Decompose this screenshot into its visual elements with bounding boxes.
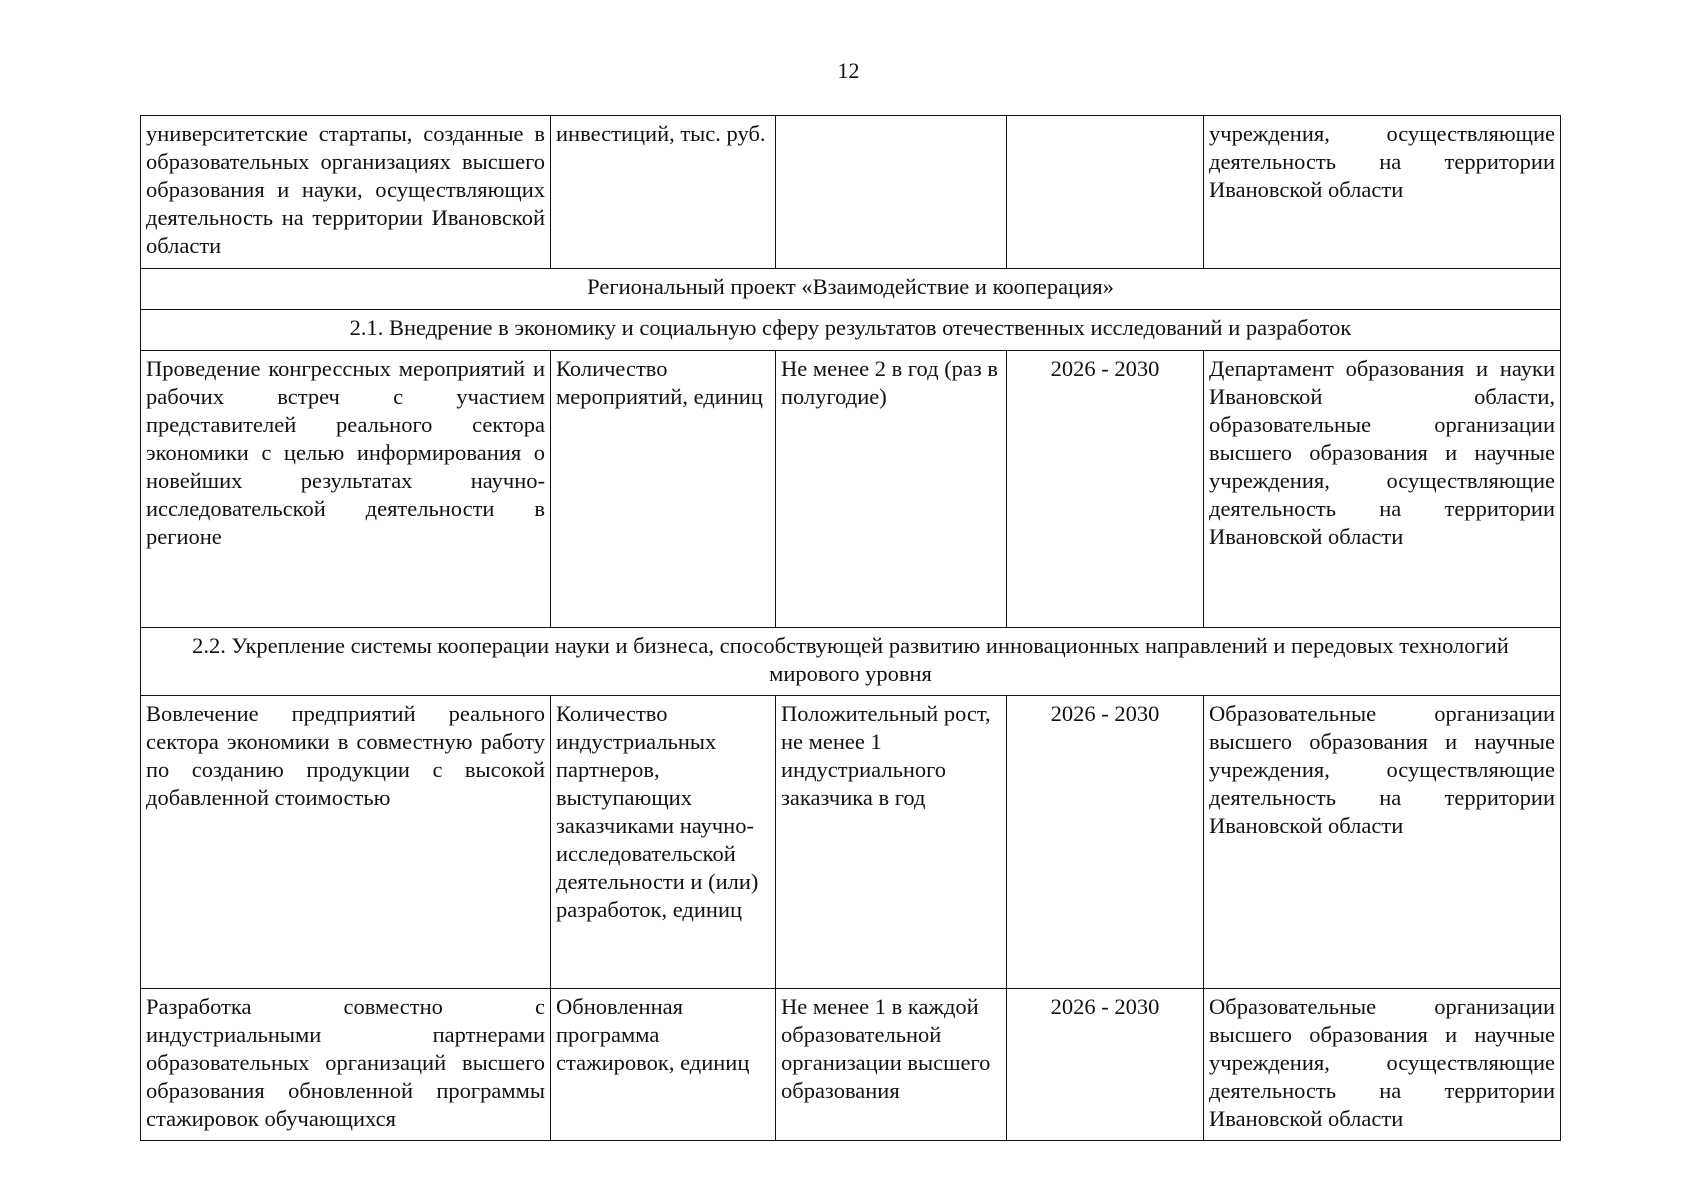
table-row <box>141 989 1561 1141</box>
measure-cell: Проведение конгрессных мероприятий и рабочих встреч с участием представителей реального сектора экономики с целью информирования о новейших результатах научно-исследовательской деятельности в регионе <box>141 351 551 628</box>
regional-project-heading: Региональный проект «Взаимодействие и кооперация» <box>141 269 1561 310</box>
table-row <box>141 696 1561 989</box>
measure-cell: университетские стартапы, созданные в образовательных организациях высшего образования и науки, осуществляющих деятельность на территории Ивановской области <box>141 116 551 269</box>
indicator-cell: Количество индустриальных партнеров, выступающих заказчиками научно-исследовательской деятельности и (или) разработок, единиц <box>551 696 776 989</box>
responsible-cell: Образовательные организации высшего образования и научные учреждения, осуществляющие деятельность на территории Ивановской области <box>1204 696 1561 989</box>
period-cell: 2026 - 2030 <box>1007 989 1204 1141</box>
section-heading-row <box>141 310 1561 351</box>
target-value-cell <box>776 116 1007 269</box>
indicator-cell: Количество мероприятий, единиц <box>551 351 776 628</box>
target-value-cell: Положительный рост, не менее 1 индустриального заказчика в год <box>776 696 1007 989</box>
period-cell: 2026 - 2030 <box>1007 696 1204 989</box>
table-row <box>141 351 1561 628</box>
responsible-cell: Департамент образования и науки Ивановской области, образовательные организации высшего образования и научные учреждения, осуществляющие деятельность на территории Ивановской области <box>1204 351 1561 628</box>
period-cell <box>1007 116 1204 269</box>
section-heading-row <box>141 628 1561 696</box>
subsection-heading: 2.2. Укрепление системы кооперации науки и бизнеса, способствующей развитию инновационных направлений и передовых технологий мирового уровня <box>141 628 1561 696</box>
measure-cell: Разработка совместно с индустриальными партнерами образовательных организаций высшего образования обновленной программы стажировок обучающихся <box>141 989 551 1141</box>
page-number: 12 <box>837 58 860 83</box>
target-value-cell: Не менее 1 в каждой образовательной организации высшего образования <box>776 989 1007 1141</box>
indicator-cell: Обновленная программа стажировок, единиц <box>551 989 776 1141</box>
section-heading-row <box>141 269 1561 310</box>
table-row <box>141 116 1561 269</box>
responsible-cell: учреждения, осуществляющие деятельность на территории Ивановской области <box>1204 116 1561 269</box>
responsible-cell: Образовательные организации высшего образования и научные учреждения, осуществляющие деятельность на территории Ивановской области <box>1204 989 1561 1141</box>
period-cell: 2026 - 2030 <box>1007 351 1204 628</box>
measure-cell: Вовлечение предприятий реального сектора экономики в совместную работу по созданию продукции с высокой добавленной стоимостью <box>141 696 551 989</box>
target-value-cell: Не менее 2 в год (раз в полугодие) <box>776 351 1007 628</box>
measures-table <box>140 115 1561 1141</box>
indicator-cell: инвестиций, тыс. руб. <box>551 116 776 269</box>
subsection-heading: 2.1. Внедрение в экономику и социальную сферу результатов отечественных исследований и разработок <box>141 310 1561 351</box>
